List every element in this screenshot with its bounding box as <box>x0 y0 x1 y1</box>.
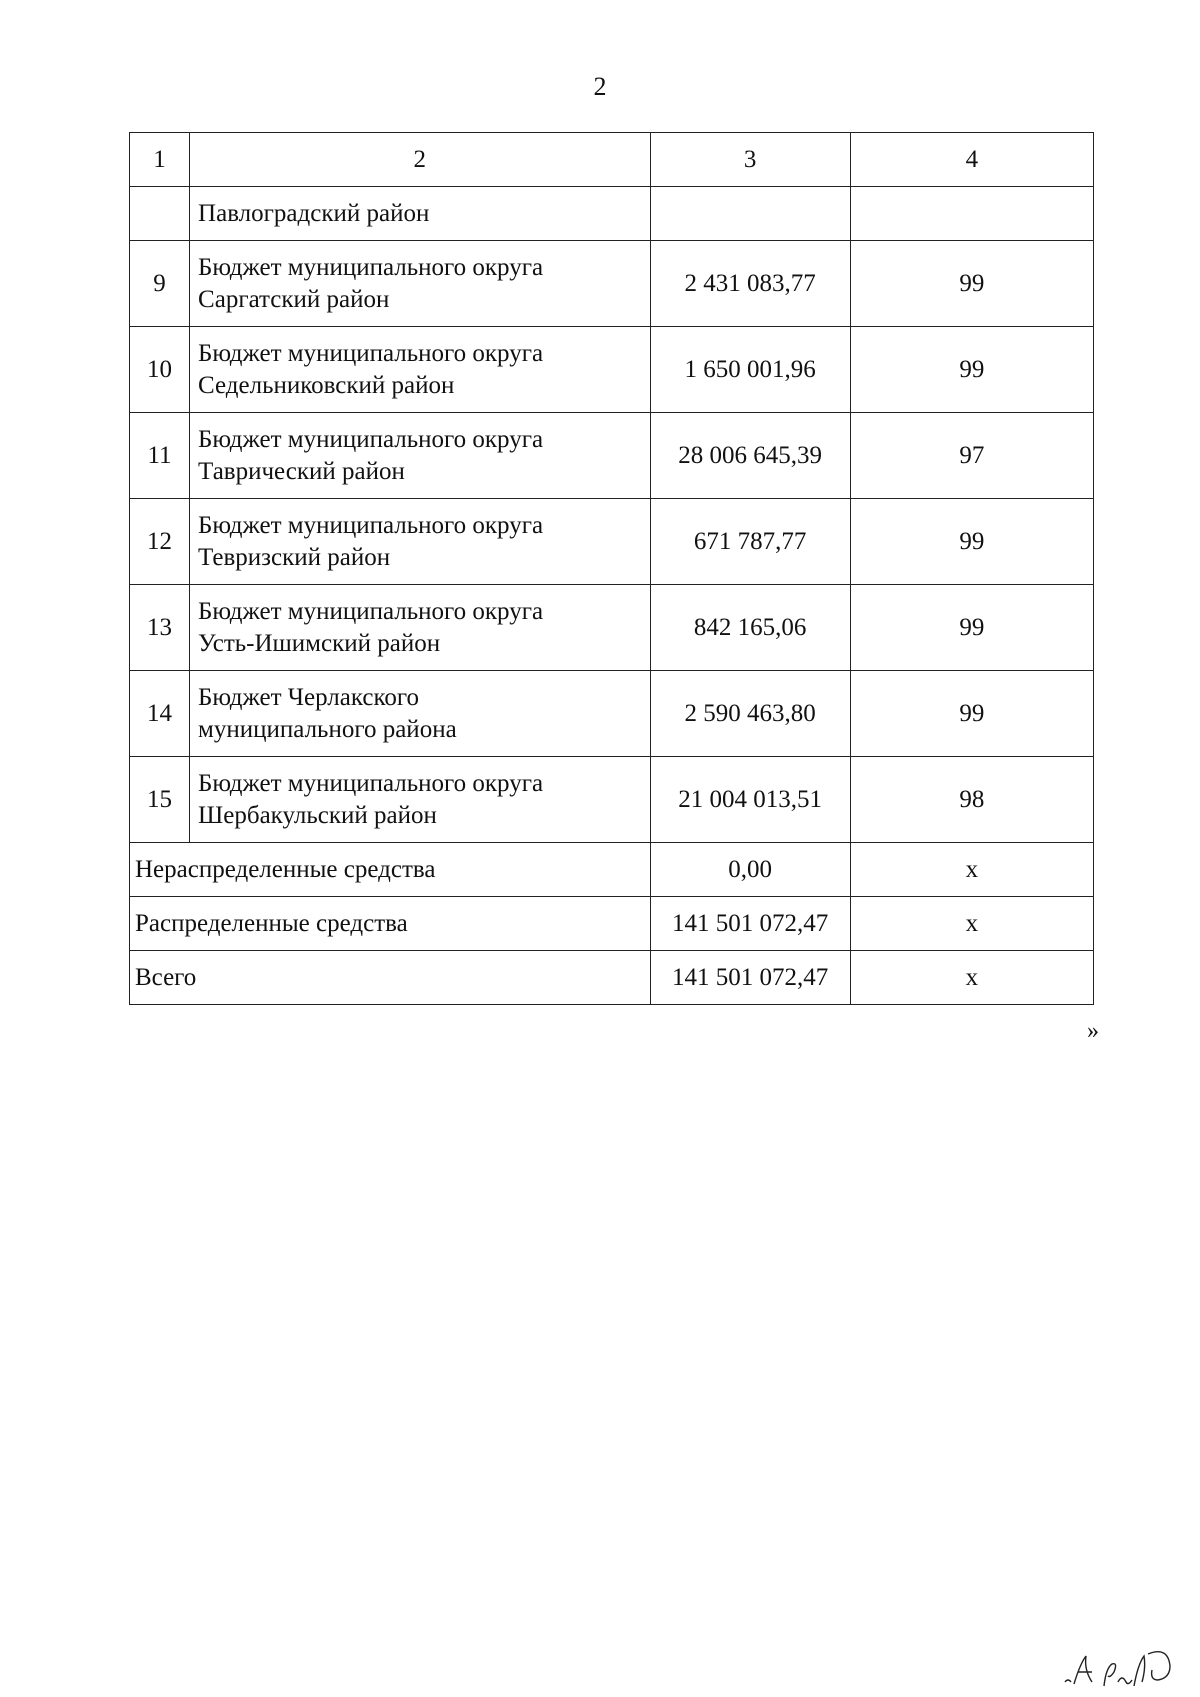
row-recipient-name: Павлоградский район <box>190 187 650 241</box>
summary-row-total <box>130 951 1094 1005</box>
table-row-continuation <box>130 187 1094 241</box>
recipient-name-line-2: муниципального района <box>198 715 457 743</box>
budget-distribution-table <box>129 132 1094 1005</box>
row-percent: 99 <box>850 241 1093 327</box>
row-percent: 99 <box>850 327 1093 413</box>
header-col-1: 1 <box>130 133 190 187</box>
recipient-name-line-1: Бюджет муниципального округа <box>198 425 544 453</box>
table-row <box>130 413 1094 499</box>
recipient-name-line-1: Бюджет муниципального округа <box>198 597 544 625</box>
recipient-name-line-2: Седельниковский район <box>198 371 455 399</box>
recipient-name-line-2: Саргатский район <box>198 285 390 313</box>
row-number: 15 <box>130 757 190 843</box>
header-col-3: 3 <box>650 133 850 187</box>
handwritten-signature <box>1060 1642 1180 1692</box>
row-number: 9 <box>130 241 190 327</box>
summary-row-distributed <box>130 897 1094 951</box>
summary-amount: 141 501 072,47 <box>650 951 850 1005</box>
row-amount: 2 431 083,77 <box>650 241 850 327</box>
row-number: 14 <box>130 671 190 757</box>
row-amount: 21 004 013,51 <box>650 757 850 843</box>
summary-label: Нераспределенные средства <box>130 843 651 897</box>
row-percent: 98 <box>850 757 1093 843</box>
row-recipient-name <box>190 413 650 499</box>
row-recipient-name <box>190 499 650 585</box>
table-row <box>130 671 1094 757</box>
recipient-name-line-2: Усть-Ишимский район <box>198 629 441 657</box>
summary-label: Всего <box>130 951 651 1005</box>
row-recipient-name <box>190 241 650 327</box>
row-number <box>130 187 190 241</box>
summary-percent: х <box>850 951 1093 1005</box>
row-number: 12 <box>130 499 190 585</box>
row-amount: 2 590 463,80 <box>650 671 850 757</box>
row-percent: 99 <box>850 499 1093 585</box>
row-amount <box>650 187 850 241</box>
recipient-name-line-2: Шербакульский район <box>198 801 437 829</box>
row-amount: 842 165,06 <box>650 585 850 671</box>
summary-row-undistributed <box>130 843 1094 897</box>
summary-percent: х <box>850 897 1093 951</box>
summary-label: Распределенные средства <box>130 897 651 951</box>
row-recipient-name <box>190 757 650 843</box>
row-percent <box>850 187 1093 241</box>
recipient-name-line-2: Таврический район <box>198 457 405 485</box>
recipient-name-line-1: Бюджет муниципального округа <box>198 769 544 797</box>
recipient-name-line-2: Тевризский район <box>198 543 391 571</box>
row-percent: 97 <box>850 413 1093 499</box>
header-col-2: 2 <box>190 133 650 187</box>
closing-quote-mark: » <box>1087 1018 1099 1044</box>
table-header-row <box>130 133 1094 187</box>
header-col-4: 4 <box>850 133 1093 187</box>
recipient-name-line-1: Бюджет муниципального округа <box>198 253 544 281</box>
row-number: 10 <box>130 327 190 413</box>
page-number: 2 <box>593 72 607 101</box>
row-recipient-name <box>190 327 650 413</box>
recipient-name-line-1: Бюджет Черлакского <box>198 683 419 711</box>
table-row <box>130 327 1094 413</box>
table-row <box>130 241 1094 327</box>
table-row <box>130 585 1094 671</box>
row-number: 13 <box>130 585 190 671</box>
row-percent: 99 <box>850 585 1093 671</box>
row-number: 11 <box>130 413 190 499</box>
row-percent: 99 <box>850 671 1093 757</box>
summary-percent: х <box>850 843 1093 897</box>
table-row <box>130 499 1094 585</box>
row-recipient-name <box>190 671 650 757</box>
row-recipient-name <box>190 585 650 671</box>
row-amount: 28 006 645,39 <box>650 413 850 499</box>
summary-amount: 141 501 072,47 <box>650 897 850 951</box>
recipient-name-line-1: Бюджет муниципального округа <box>198 511 544 539</box>
summary-amount: 0,00 <box>650 843 850 897</box>
table-row <box>130 757 1094 843</box>
row-amount: 1 650 001,96 <box>650 327 850 413</box>
row-amount: 671 787,77 <box>650 499 850 585</box>
recipient-name-line-1: Бюджет муниципального округа <box>198 339 544 367</box>
